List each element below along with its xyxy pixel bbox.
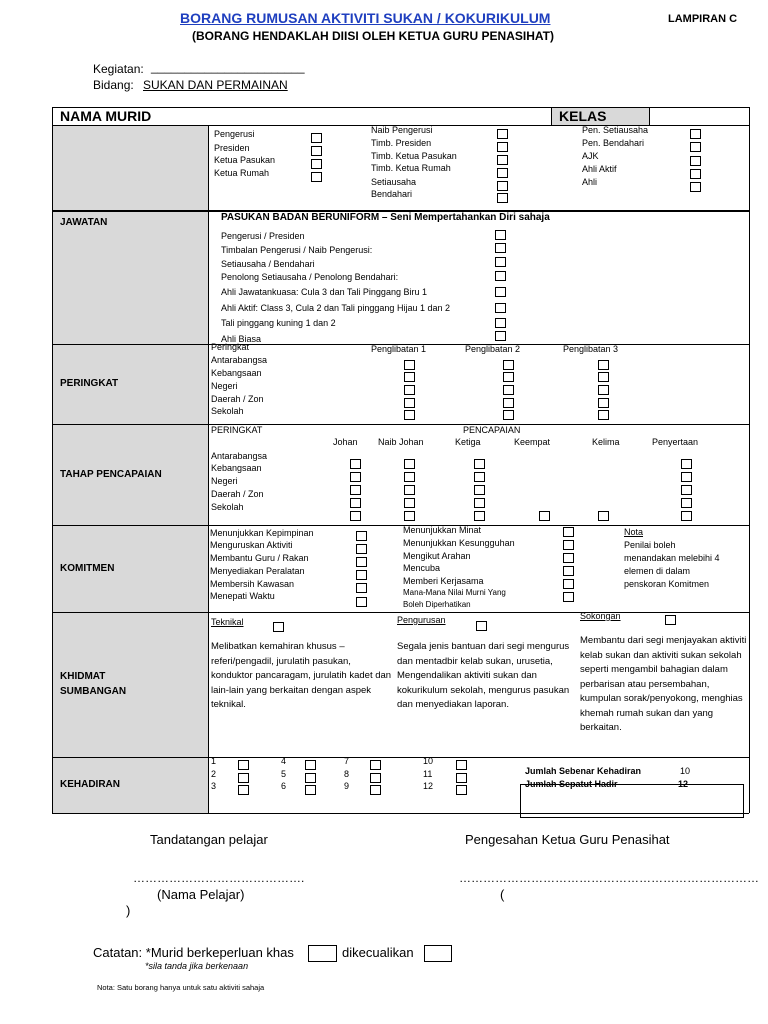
peringkat-col: Penglibatan 2 — [465, 344, 521, 354]
checkbox[interactable] — [681, 498, 692, 508]
section-kehadiran: KEHADIRAN — [60, 779, 120, 790]
bidang-value: SUKAN DAN PERMAINAN — [143, 78, 288, 92]
tahap-col: Naib Johan — [378, 437, 424, 447]
checkbox[interactable] — [356, 557, 367, 567]
form-subtitle: (BORANG HENDAKLAH DIISI OLEH KETUA GURU PENASIHAT) — [192, 29, 554, 43]
checkbox[interactable] — [404, 398, 415, 408]
sila-note: *sila tanda jika berkenaan — [145, 961, 249, 971]
session-number: 6 — [281, 781, 287, 791]
checkbox[interactable] — [665, 615, 676, 625]
checkbox[interactable] — [497, 168, 508, 178]
checkbox[interactable] — [456, 773, 467, 783]
checkbox[interactable] — [474, 498, 485, 508]
session-number: 9 — [344, 781, 350, 791]
checkbox[interactable] — [497, 155, 508, 165]
checkbox[interactable] — [370, 773, 381, 783]
checkbox[interactable] — [356, 570, 367, 580]
komitmen-item: Boleh Diperhatikan — [403, 600, 471, 609]
checkbox[interactable] — [497, 193, 508, 203]
komitmen-item: Membersih Kawasan — [210, 579, 295, 589]
checkbox[interactable] — [563, 592, 574, 602]
checkbox[interactable] — [474, 459, 485, 469]
checkbox[interactable] — [495, 287, 506, 297]
bidang-label: Bidang: — [93, 78, 134, 92]
checkbox[interactable] — [474, 485, 485, 495]
komitmen-item: Mengikut Arahan — [403, 551, 471, 561]
tahap-col: Johan — [333, 437, 358, 447]
checkbox[interactable] — [598, 511, 609, 521]
checkbox[interactable] — [305, 760, 316, 770]
peringkat-col: Penglibatan 1 — [371, 344, 427, 354]
checkbox[interactable] — [238, 773, 249, 783]
nota-line: elemen di dalam — [624, 566, 691, 576]
tahap-level: Daerah / Zon — [211, 489, 264, 499]
checkbox[interactable] — [497, 129, 508, 139]
komitmen-item: Menyediakan Peralatan — [210, 566, 305, 576]
jawatan-col3-item: Pen. Setiausaha — [582, 125, 649, 135]
kelas-label: KELAS — [559, 108, 607, 124]
sebenar-value: 10 — [680, 766, 691, 776]
checkbox[interactable] — [495, 271, 506, 281]
peringkat-level: Negeri — [211, 381, 238, 391]
pengurusan-text: Segala jenis bantuan dari segi mengurus dan mentadbir kelab sukan, urusetia, Mengendalikan aktiviti sukan dan kokurikulum sekolah, mengurus pasukan dan menyediakan laporan. — [397, 641, 570, 710]
checkbox[interactable] — [305, 785, 316, 795]
tahap-header-right: PENCAPAIAN — [463, 425, 521, 435]
checkbox[interactable] — [598, 410, 609, 420]
checkbox[interactable] — [495, 318, 506, 328]
uniform-item: Ahli Aktif: Class 3, Cula 2 dan Tali pinggang Hijau 1 dan 2 — [221, 303, 450, 313]
tahap-col: Keempat — [514, 437, 551, 447]
komitmen-item: Menguruskan Aktiviti — [210, 540, 293, 550]
session-number: 1 — [211, 756, 217, 766]
checkbox[interactable] — [497, 181, 508, 191]
session-number: 5 — [281, 769, 287, 779]
checkbox[interactable] — [356, 583, 367, 593]
nota-footer: Nota: Satu borang hanya untuk satu aktiviti sahaja — [97, 983, 265, 992]
checkbox[interactable] — [495, 257, 506, 267]
section-jawatan: JAWATAN — [60, 217, 108, 228]
komitmen-item: Menepati Waktu — [210, 591, 275, 601]
komitmen-item: Mencuba — [403, 563, 441, 573]
tahap-level: Antarabangsa — [211, 451, 268, 461]
session-number: 7 — [344, 756, 350, 766]
checkbox[interactable] — [311, 172, 322, 182]
checkbox[interactable] — [356, 531, 367, 541]
checkbox[interactable] — [503, 372, 514, 382]
komitmen-item: Menunjukkan Kesungguhan — [403, 538, 515, 548]
sepatut-label: Jumlah Sepatut Hadir — [525, 779, 618, 789]
checkbox[interactable] — [350, 485, 361, 495]
attendance-total-box[interactable] — [520, 784, 744, 818]
jawatan-col3-item: Ahli Aktif — [582, 164, 617, 174]
teknikal-title: Teknikal — [211, 617, 244, 627]
checkbox[interactable] — [456, 785, 467, 795]
jawatan-col2-item: Timb. Presiden — [371, 138, 432, 148]
jawatan-col1-item: Ketua Rumah — [214, 168, 270, 178]
checkbox[interactable] — [474, 511, 485, 521]
checkbox[interactable] — [404, 360, 415, 370]
uniform-item: Pengerusi / Presiden — [221, 231, 305, 241]
sign-pelajar-line[interactable]: ……………………………………. — [133, 871, 305, 885]
section-khidmat: KHIDMAT — [60, 671, 106, 682]
peringkat-level: Antarabangsa — [211, 355, 268, 365]
dikecualikan-text: dikecualikan — [342, 945, 414, 960]
tahap-col: Kelima — [592, 437, 620, 447]
jawatan-col1-item: Ketua Pasukan — [214, 155, 276, 165]
checkbox[interactable] — [690, 169, 701, 179]
jawatan-col2-item: Naib Pengerusi — [371, 125, 433, 135]
checkbox[interactable] — [495, 331, 506, 341]
checkbox[interactable] — [497, 142, 508, 152]
peringkat-level: Kebangsaan — [211, 368, 262, 378]
checkbox[interactable] — [539, 511, 550, 521]
section-tahap-pencapaian: TAHAP PENCAPAIAN — [60, 469, 162, 480]
checkbox[interactable] — [350, 459, 361, 469]
section-komitmen: KOMITMEN — [60, 563, 115, 574]
checkbox[interactable] — [404, 511, 415, 521]
jawatan-col2-item: Timb. Ketua Rumah — [371, 163, 451, 173]
komitmen-item: Membantu Guru / Rakan — [210, 553, 309, 563]
session-number: 4 — [281, 756, 287, 766]
checkbox[interactable] — [503, 398, 514, 408]
checkbox[interactable] — [690, 142, 701, 152]
jawatan-col2-item: Timb. Ketua Pasukan — [371, 151, 457, 161]
peringkat-level: Daerah / Zon — [211, 394, 264, 404]
tahap-header-left: PERINGKAT — [211, 425, 263, 435]
sokongan-title: Sokongan — [580, 611, 621, 621]
jawatan-col2-item: Bendahari — [371, 189, 413, 199]
checkbox[interactable] — [563, 527, 574, 537]
section-peringkat: PERINGKAT — [60, 378, 119, 389]
sign-guru-label: Pengesahan Ketua Guru Penasihat — [465, 832, 670, 847]
uniform-item: Ahli Jawatankuasa: Cula 3 dan Tali Pinggang Biru 1 — [221, 287, 427, 297]
nama-pelajar-label: (Nama Pelajar) — [157, 887, 245, 902]
session-number: 12 — [423, 781, 434, 791]
nota-line: Penilai boleh — [624, 540, 676, 550]
tahap-level: Kebangsaan — [211, 463, 262, 473]
jawatan-col1-item: Pengerusi — [214, 129, 255, 139]
checkbox[interactable] — [350, 498, 361, 508]
session-number: 3 — [211, 781, 217, 791]
jawatan-col3-item: AJK — [582, 151, 599, 161]
checkbox[interactable] — [681, 485, 692, 495]
exempt-checkbox[interactable] — [424, 945, 452, 962]
checkbox[interactable] — [476, 621, 487, 631]
checkbox[interactable] — [598, 372, 609, 382]
checkbox[interactable] — [598, 398, 609, 408]
sebenar-label: Jumlah Sebenar Kehadiran — [525, 766, 642, 776]
checkbox[interactable] — [495, 303, 506, 313]
jawatan-col1-item: Presiden — [214, 143, 250, 153]
catatan-text: Catatan: *Murid berkeperluan khas — [93, 945, 294, 960]
sepatut-value: 12 — [678, 779, 689, 789]
checkbox[interactable] — [503, 410, 514, 420]
checkbox[interactable] — [404, 498, 415, 508]
kegiatan-label: Kegiatan: — [93, 62, 144, 76]
uniform-title: PASUKAN BADAN BERUNIFORM – Seni Mempertahankan Diri sahaja — [221, 212, 550, 223]
checkbox[interactable] — [690, 156, 701, 166]
nota-line: menandakan melebihi 4 — [624, 553, 720, 563]
checkbox[interactable] — [404, 385, 415, 395]
teknikal-text: Melibatkan kemahiran khusus – referi/pengadil, jurulatih pasukan, konduktor pancaragam, jurulatih kadet dan lain-lain yang berkaitan dengan aspek teknikal. — [211, 641, 392, 710]
special-needs-checkbox[interactable] — [308, 945, 337, 962]
peringkat-level: Sekolah — [211, 406, 244, 416]
form-title: BORANG RUMUSAN AKTIVITI SUKAN / KOKURIKULUM — [180, 10, 551, 26]
komitmen-item: Mana-Mana Nilai Murni Yang — [403, 588, 506, 597]
checkbox[interactable] — [356, 597, 367, 607]
jawatan-col2-item: Setiausaha — [371, 177, 417, 187]
uniform-item: Timbalan Pengerusi / Naib Pengerusi: — [221, 245, 373, 255]
checkbox[interactable] — [370, 760, 381, 770]
tahap-level: Sekolah — [211, 502, 244, 512]
section-sumbangan: SUMBANGAN — [60, 686, 127, 697]
checkbox[interactable] — [456, 760, 467, 770]
checkbox[interactable] — [305, 773, 316, 783]
uniform-item: Penolong Setiausaha / Penolong Bendahari: — [221, 272, 399, 282]
checkbox[interactable] — [356, 544, 367, 554]
checkbox[interactable] — [350, 472, 361, 482]
checkbox[interactable] — [495, 243, 506, 253]
peringkat-header: Peringkat — [211, 342, 250, 352]
checkbox[interactable] — [503, 360, 514, 370]
checkbox[interactable] — [563, 540, 574, 550]
checkbox[interactable] — [690, 182, 701, 192]
checkbox[interactable] — [370, 785, 381, 795]
checkbox[interactable] — [311, 159, 322, 169]
checkbox[interactable] — [404, 485, 415, 495]
tahap-level: Negeri — [211, 476, 238, 486]
checkbox[interactable] — [598, 360, 609, 370]
kegiatan-field[interactable]: _______________________ — [151, 60, 305, 74]
checkbox[interactable] — [690, 129, 701, 139]
checkbox[interactable] — [350, 511, 361, 521]
sign-guru-line[interactable]: ………………………………………………………………… — [459, 871, 759, 885]
checkbox[interactable] — [598, 385, 609, 395]
jawatan-col3-item: Pen. Bendahari — [582, 138, 645, 148]
komitmen-item: Menunjukkan Kepimpinan — [210, 528, 314, 538]
checkbox[interactable] — [474, 472, 485, 482]
checkbox[interactable] — [311, 146, 322, 156]
sokongan-text: Membantu dari segi menjayakan aktiviti kelab sukan dan aktiviti sukan sekolah seperti mengambil bahagian dalam perbarisan atau persembahan, kumpulan sorak/penyokong, menghias khemah rumah sukan dan yang berkaitan. — [580, 635, 747, 733]
uniform-item: Tali pinggang kuning 1 dan 2 — [221, 318, 336, 328]
pengurusan-title: Pengurusan — [397, 615, 446, 625]
checkbox[interactable] — [404, 372, 415, 382]
uniform-item: Setiausaha / Bendahari — [221, 259, 315, 269]
session-number: 10 — [423, 756, 434, 766]
appendix-label: LAMPIRAN C — [668, 13, 738, 25]
nota-title: Nota — [624, 527, 644, 537]
tahap-col: Penyertaan — [652, 437, 699, 447]
checkbox[interactable] — [238, 760, 249, 770]
session-number: 8 — [344, 769, 350, 779]
checkbox[interactable] — [404, 459, 415, 469]
komitmen-item: Menunjukkan Minat — [403, 525, 482, 535]
jawatan-col3-item: Ahli — [582, 177, 598, 187]
peringkat-col: Penglibatan 3 — [563, 344, 619, 354]
checkbox[interactable] — [238, 785, 249, 795]
checkbox[interactable] — [495, 230, 506, 240]
checkbox[interactable] — [681, 459, 692, 469]
nama-murid-label: NAMA MURID — [60, 108, 152, 124]
sign-pelajar-label: Tandatangan pelajar — [150, 832, 268, 847]
checkbox[interactable] — [681, 511, 692, 521]
komitmen-item: Memberi Kerjasama — [403, 576, 484, 586]
uniform-item: Ahli Biasa — [221, 334, 262, 344]
checkbox[interactable] — [503, 385, 514, 395]
checkbox[interactable] — [404, 472, 415, 482]
checkbox[interactable] — [311, 133, 322, 143]
checkbox[interactable] — [404, 410, 415, 420]
session-number: 11 — [423, 769, 433, 779]
session-number: 2 — [211, 769, 217, 779]
checkbox[interactable] — [563, 553, 574, 563]
close-paren: ) — [126, 903, 131, 918]
open-paren: ( — [500, 887, 505, 902]
checkbox[interactable] — [681, 472, 692, 482]
checkbox[interactable] — [563, 566, 574, 576]
tahap-col: Ketiga — [455, 437, 481, 447]
checkbox[interactable] — [563, 579, 574, 589]
checkbox[interactable] — [273, 622, 284, 632]
nota-line: penskoran Komitmen — [624, 579, 710, 589]
